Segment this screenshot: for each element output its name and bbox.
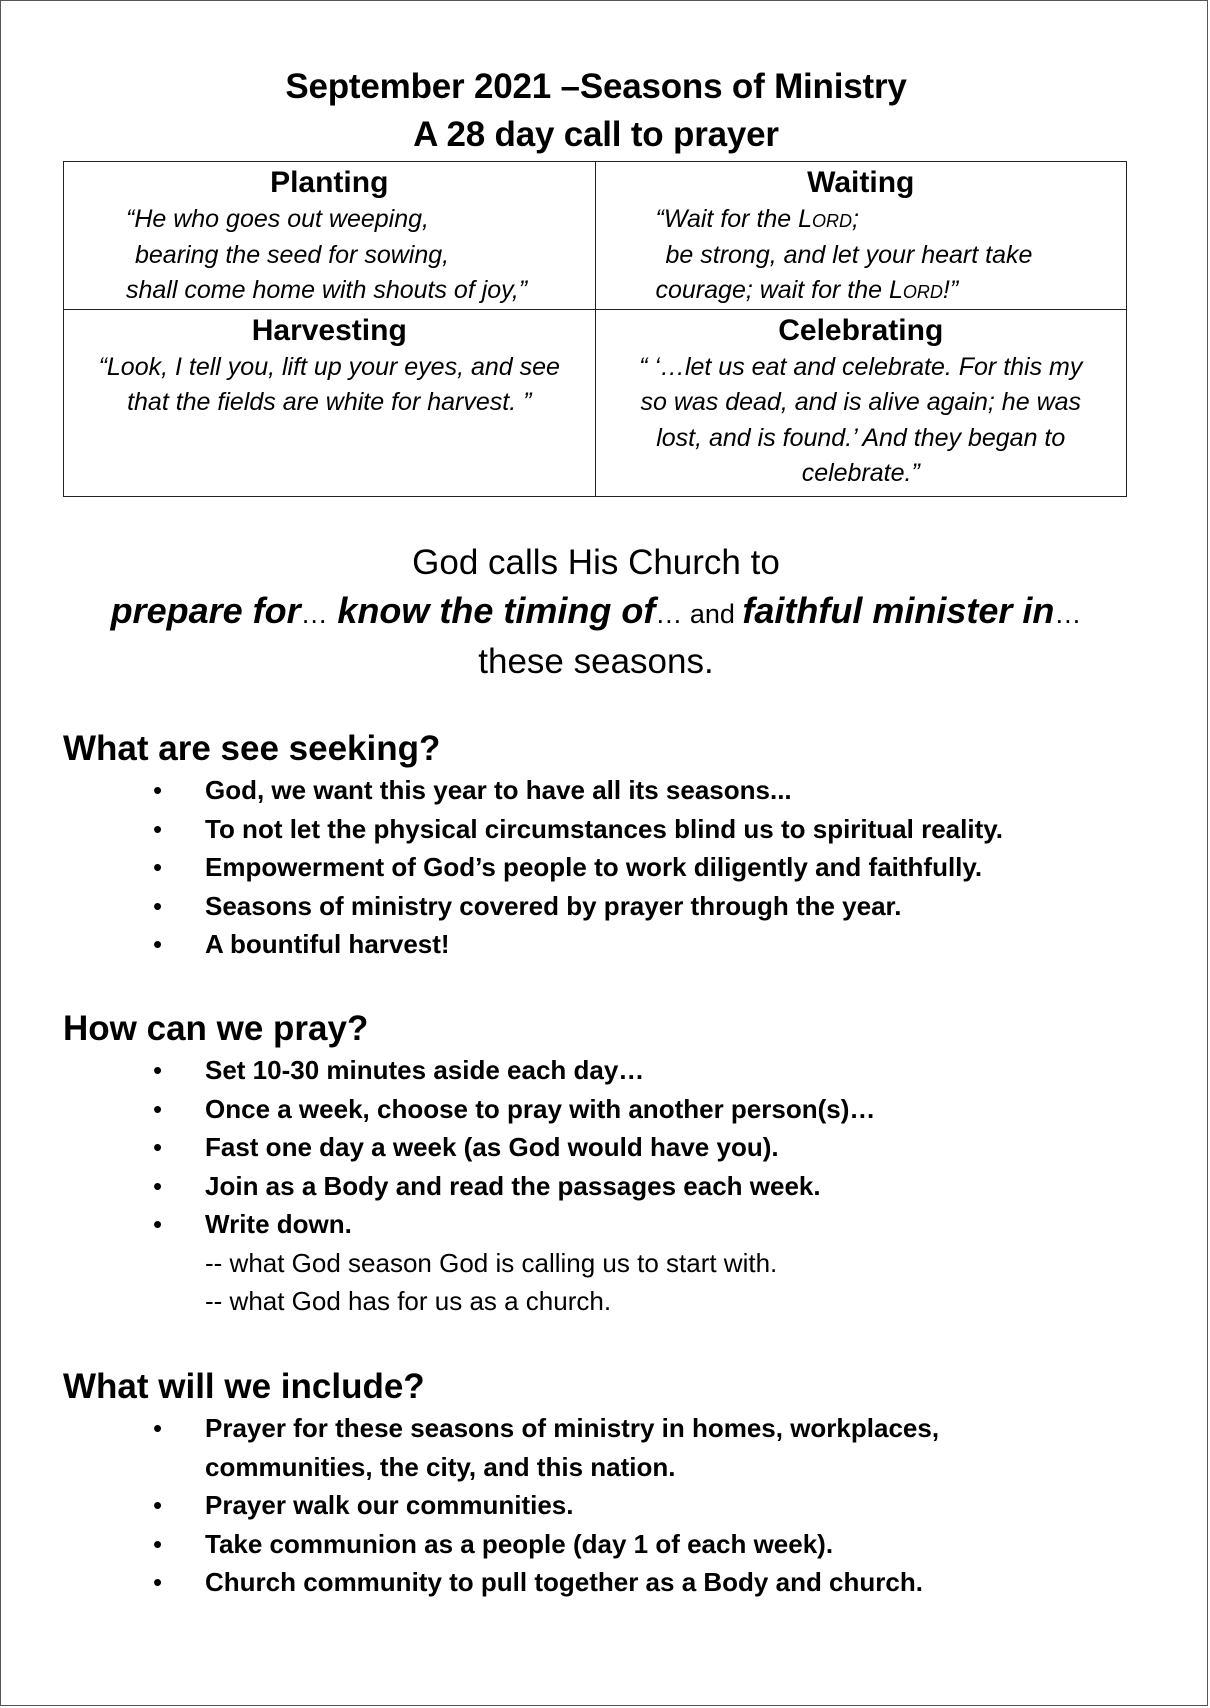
lord-smallcaps: Lord xyxy=(798,205,853,233)
celebrating-quote xyxy=(596,350,1127,492)
list-item xyxy=(63,1563,1163,1602)
include-section xyxy=(63,1365,1163,1602)
list-item xyxy=(63,810,1163,849)
item-text: Church community to pull together as a Body and church. xyxy=(205,1567,923,1597)
page-title: September 2021 –Seasons of Ministry xyxy=(285,67,907,106)
bullet-icon: • xyxy=(153,1413,163,1443)
list-item-continuation xyxy=(63,1448,1163,1487)
list-item xyxy=(63,848,1163,887)
item-text: God, we want this year to have all its seasons... xyxy=(205,775,792,805)
bullet-icon: • xyxy=(153,1209,163,1239)
emphasis-prepare: prepare for xyxy=(110,590,301,631)
section-heading: How can we pray? xyxy=(63,1009,369,1048)
item-text: Take communion as a people (day 1 of each week). xyxy=(205,1528,834,1559)
quote-line: lost, and is found.’ And they began to xyxy=(656,423,1066,452)
sub-item: -- what God season God is calling us to start with. xyxy=(205,1247,778,1278)
include-list xyxy=(63,1409,1163,1602)
quote-line: bearing the seed for sowing, xyxy=(135,240,450,269)
sub-item: -- what God has for us as a church. xyxy=(205,1285,612,1316)
harvesting-quote xyxy=(64,350,595,421)
quote-text: ; xyxy=(852,205,859,233)
title-block xyxy=(1,63,1191,159)
quote-line: “He who goes out weeping, xyxy=(126,205,429,233)
quote-line: be strong, and let your heart take xyxy=(665,240,1033,269)
list-item xyxy=(63,1090,1163,1129)
bullet-icon: • xyxy=(153,1132,163,1162)
list-item xyxy=(63,1486,1163,1525)
item-text: Empowerment of God’s people to work diligently and faithfully. xyxy=(205,852,983,882)
calls-line-3: these seasons. xyxy=(478,642,714,681)
quote-line: that the fields are white for harvest. ” xyxy=(127,388,532,416)
item-text: Fast one day a week (as God would have you). xyxy=(205,1132,779,1162)
list-item xyxy=(63,1051,1163,1090)
bullet-icon: • xyxy=(153,1567,163,1597)
quote-line xyxy=(656,273,1127,309)
waiting-quote xyxy=(596,202,1127,309)
bullet-icon: • xyxy=(153,890,163,921)
quote-text: courage; wait for the xyxy=(655,276,889,304)
waiting-heading: Waiting xyxy=(807,166,915,199)
list-item xyxy=(63,1128,1163,1167)
item-text: A bountiful harvest! xyxy=(205,929,450,959)
bullet-icon: • xyxy=(153,1490,163,1520)
celebrating-heading: Celebrating xyxy=(778,313,944,347)
list-item xyxy=(63,771,1163,810)
section-heading: What are see seeking? xyxy=(63,729,441,768)
planting-cell xyxy=(64,162,596,310)
calls-line-2 xyxy=(1,587,1191,638)
quote-text: !” xyxy=(942,276,959,304)
item-text: Once a week, choose to pray with another person(s)… xyxy=(205,1093,876,1124)
ellipsis: … xyxy=(655,599,683,629)
list-item xyxy=(63,1205,1163,1244)
section-heading: What will we include? xyxy=(63,1367,425,1406)
calls-statement xyxy=(1,539,1191,686)
seasons-table xyxy=(63,161,1127,497)
planting-quote xyxy=(64,202,595,309)
bullet-icon: • xyxy=(153,1055,163,1085)
seeking-list xyxy=(63,771,1163,964)
emphasis-timing: know the timing of xyxy=(337,590,656,631)
bullet-icon: • xyxy=(153,1528,163,1559)
list-item xyxy=(63,1409,1163,1448)
quote-line: celebrate.” xyxy=(801,459,920,487)
quote-text: “Wait for the xyxy=(655,205,799,233)
page-subtitle: A 28 day call to prayer xyxy=(413,115,779,154)
pray-section xyxy=(63,1007,1163,1320)
bullet-icon: • xyxy=(153,775,163,805)
ellipsis: … xyxy=(1054,599,1082,629)
item-text: Seasons of ministry covered by prayer through the year. xyxy=(205,890,902,921)
bullet-icon: • xyxy=(153,1093,163,1124)
item-text: Write down. xyxy=(205,1209,352,1239)
calls-line-1: God calls His Church to xyxy=(412,543,780,582)
list-item xyxy=(63,887,1163,926)
waiting-cell xyxy=(595,162,1127,310)
ellipsis: … xyxy=(300,599,328,629)
harvesting-heading: Harvesting xyxy=(251,313,407,347)
bullet-icon: • xyxy=(153,1170,163,1201)
lord-smallcaps: Lord xyxy=(888,276,943,304)
quote-line: “ ‘…let us eat and celebrate. For this my xyxy=(639,352,1083,381)
item-text: Prayer walk our communities. xyxy=(205,1490,574,1520)
list-item xyxy=(63,925,1163,964)
bullet-icon: • xyxy=(153,929,163,959)
item-text: Set 10-30 minutes aside each day… xyxy=(205,1055,645,1085)
list-item xyxy=(63,1525,1163,1564)
celebrating-cell xyxy=(595,309,1127,496)
and-text: and xyxy=(682,599,743,629)
pray-list xyxy=(63,1051,1163,1244)
quote-line: “Look, I tell you, lift up your eyes, and see xyxy=(98,352,560,381)
item-text: Prayer for these seasons of ministry in homes, workplaces, xyxy=(205,1413,940,1443)
seeking-section xyxy=(63,727,1163,964)
quote-line: shall come home with shouts of joy,” xyxy=(126,276,528,304)
emphasis-minister: faithful minister in xyxy=(742,590,1055,631)
planting-heading: Planting xyxy=(270,166,389,199)
bullet-icon: • xyxy=(153,813,163,844)
item-text: communities, the city, and this nation. xyxy=(205,1451,676,1482)
harvesting-cell xyxy=(64,309,596,496)
item-text: To not let the physical circumstances blind us to spiritual reality. xyxy=(205,813,1003,844)
quote-line xyxy=(656,202,1127,238)
bullet-icon: • xyxy=(153,852,163,882)
item-text: Join as a Body and read the passages each week. xyxy=(205,1170,821,1201)
list-item xyxy=(63,1167,1163,1206)
quote-line: so was dead, and is alive again; he was xyxy=(640,388,1082,416)
